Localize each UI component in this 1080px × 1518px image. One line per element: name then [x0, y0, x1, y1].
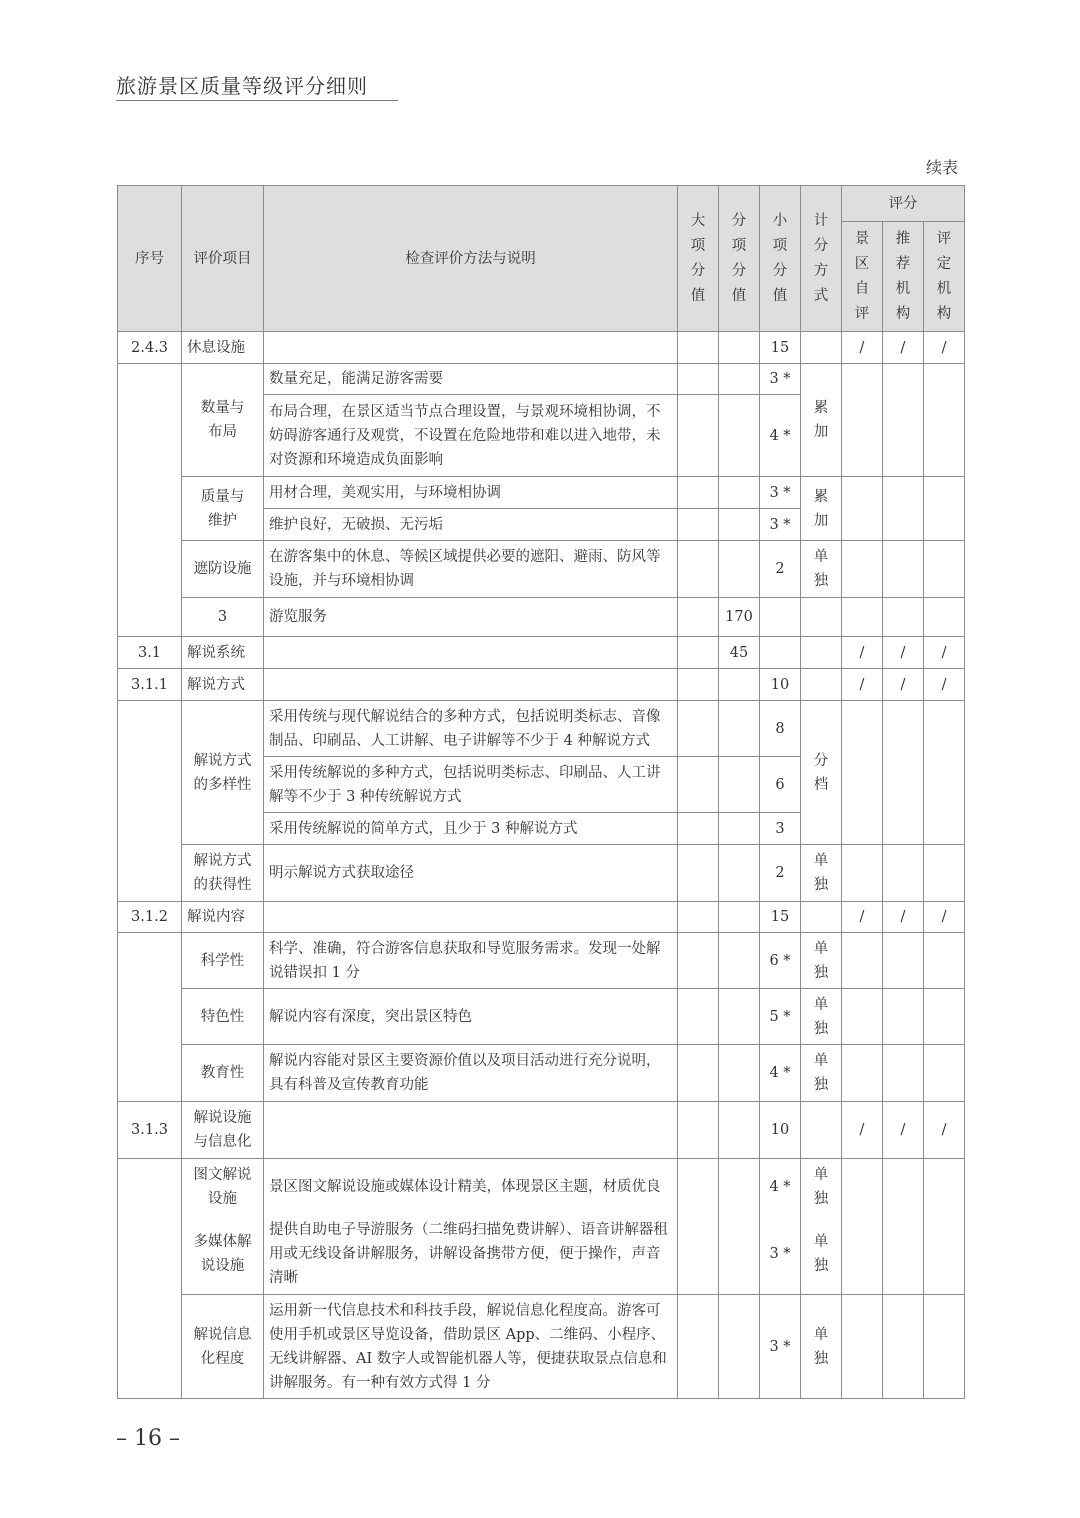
- row-seq: 2.4.3: [118, 332, 182, 364]
- header-calc-method: 计 分 方 式: [801, 186, 842, 332]
- slash-mark: /: [924, 902, 965, 933]
- table-row: [118, 332, 965, 364]
- row-item: 教育性: [182, 1045, 264, 1102]
- row-item: 遮防设施: [182, 541, 264, 598]
- slash-mark: /: [924, 1102, 965, 1159]
- row-small-score: 15: [760, 332, 801, 364]
- row-calc-method: 单 独: [801, 1295, 842, 1399]
- row-method: 运用新一代信息技术和科技手段，解说信息化程度高。游客可使用手机或景区导览设备，借助景区 App、二维码、小程序、无线讲解器、AI 数字人或智能机器人等，便捷获取景点信息和讲解服务。有一种有效方式得 1 分: [264, 1295, 678, 1399]
- table-row: [118, 1159, 965, 1215]
- title-underline: [116, 100, 398, 101]
- slash-mark: /: [842, 332, 883, 364]
- row-item: 游览服务: [264, 598, 678, 637]
- row-small-score: 3: [760, 813, 801, 845]
- header-method: 检查评价方法与说明: [264, 186, 678, 332]
- slash-mark: /: [883, 1102, 924, 1159]
- header-assess-agency: 评 定 机 构: [924, 222, 965, 332]
- row-seq: 3.1.3: [118, 1102, 182, 1159]
- table-row: [118, 933, 965, 989]
- slash-mark: /: [924, 332, 965, 364]
- row-method: 数量充足，能满足游客需要: [264, 364, 678, 395]
- row-small-score: 3 *: [760, 364, 801, 395]
- row-method: 在游客集中的休息、等候区域提供必要的遮阳、避雨、防风等设施，并与环境相协调: [264, 541, 678, 598]
- row-small-score: 5 *: [760, 989, 801, 1045]
- slash-mark: /: [883, 669, 924, 701]
- header-rating: 评分: [842, 186, 965, 222]
- row-item: 图文解说 设施: [182, 1159, 264, 1215]
- row-item: 特色性: [182, 989, 264, 1045]
- row-item: 质量与 维护: [182, 477, 264, 541]
- row-item: 多媒体解 说设施: [182, 1215, 264, 1295]
- table-row: [118, 1102, 965, 1159]
- row-method: 布局合理，在景区适当节点合理设置，与景观环境相协调，不妨碍游客通行及观赏，不设置在危险地带和难以进入地带，未对资源和环境造成负面影响: [264, 395, 678, 477]
- row-seq: 3.1.2: [118, 902, 182, 933]
- header-self-rating: 景 区 自 评: [842, 222, 883, 332]
- row-method: 采用传统解说的简单方式，且少于 3 种解说方式: [264, 813, 678, 845]
- table-row: [118, 1295, 965, 1399]
- row-calc-method: 单 独: [801, 1045, 842, 1102]
- row-item: 解说内容: [182, 902, 264, 933]
- row-small-score: 3 *: [760, 509, 801, 541]
- table-row: [118, 1215, 965, 1295]
- row-small-score: 3 *: [760, 1215, 801, 1295]
- row-method: 景区图文解说设施或媒体设计精美，体现景区主题，材质优良: [264, 1159, 678, 1215]
- row-calc-method: 单 独: [801, 541, 842, 598]
- slash-mark: /: [842, 1102, 883, 1159]
- row-calc-method: 分 档: [801, 701, 842, 845]
- slash-mark: /: [842, 637, 883, 669]
- row-item: 解说方式 的获得性: [182, 845, 264, 902]
- document-title: 旅游景区质量等级评分细则: [116, 74, 368, 98]
- row-method: 采用传统与现代解说结合的多种方式，包括说明类标志、音像制品、印刷品、人工讲解、电子讲解等不少于 4 种解说方式: [264, 701, 678, 757]
- table-row: [118, 845, 965, 902]
- table-row: [118, 701, 965, 757]
- row-calc-method: 累 加: [801, 477, 842, 541]
- row-calc-method: 累 加: [801, 364, 842, 477]
- header-seq: 序号: [118, 186, 182, 332]
- slash-mark: /: [883, 637, 924, 669]
- row-small-score: 15: [760, 902, 801, 933]
- header-big-score: 大 项 分 值: [678, 186, 719, 332]
- row-calc-method: 单 独: [801, 933, 842, 989]
- row-method: 采用传统解说的多种方式，包括说明类标志、印刷品、人工讲解等不少于 3 种传统解说方式: [264, 757, 678, 813]
- row-method: 明示解说方式获取途径: [264, 845, 678, 902]
- row-item: 数量与 布局: [182, 364, 264, 477]
- row-small-score: 4 *: [760, 1159, 801, 1215]
- row-big-score: 170: [719, 598, 760, 637]
- slash-mark: /: [842, 669, 883, 701]
- row-method: 解说内容有深度，突出景区特色: [264, 989, 678, 1045]
- row-method: 提供自助电子导游服务（二维码扫描免费讲解）、语音讲解器租用或无线设备讲解服务，讲解设备携带方便，便于操作，声音清晰: [264, 1215, 678, 1295]
- header-sub-score: 分 项 分 值: [719, 186, 760, 332]
- table-row: [118, 364, 965, 395]
- row-item: 解说设施 与信息化: [182, 1102, 264, 1159]
- row-small-score: 4 *: [760, 1045, 801, 1102]
- table-row: [118, 1045, 965, 1102]
- scoring-table: [117, 185, 965, 1399]
- table-row: [118, 669, 965, 701]
- slash-mark: /: [842, 902, 883, 933]
- row-small-score: 6 *: [760, 933, 801, 989]
- row-small-score: 8: [760, 701, 801, 757]
- row-small-score: 4 *: [760, 395, 801, 477]
- table-row: [118, 902, 965, 933]
- row-seq: 3: [182, 598, 264, 637]
- row-method: 维护良好，无破损、无污垢: [264, 509, 678, 541]
- row-small-score: 10: [760, 1102, 801, 1159]
- row-method: 解说内容能对景区主要资源价值以及项目活动进行充分说明，具有科普及宣传教育功能: [264, 1045, 678, 1102]
- row-small-score: 10: [760, 669, 801, 701]
- row-calc-method: 单 独: [801, 1215, 842, 1295]
- page-number: – 16 –: [116, 1426, 180, 1451]
- row-method: 用材合理，美观实用，与环境相协调: [264, 477, 678, 509]
- row-item: 休息设施: [182, 332, 264, 364]
- slash-mark: /: [883, 902, 924, 933]
- header-small-score: 小 项 分 值: [760, 186, 801, 332]
- row-calc-method: 单 独: [801, 1159, 842, 1215]
- table-row: [118, 637, 965, 669]
- row-small-score: 3 *: [760, 477, 801, 509]
- row-small-score: 2: [760, 541, 801, 598]
- slash-mark: /: [924, 637, 965, 669]
- row-small-score: 2: [760, 845, 801, 902]
- header-item: 评价项目: [182, 186, 264, 332]
- continued-label: 续表: [925, 158, 958, 177]
- table-row: [118, 541, 965, 598]
- table-row: [118, 598, 965, 637]
- row-calc-method: 单 独: [801, 989, 842, 1045]
- row-small-score: 3 *: [760, 1295, 801, 1399]
- header-recommend-agency: 推 荐 机 构: [883, 222, 924, 332]
- table-header: [118, 186, 965, 332]
- row-calc-method: 单 独: [801, 845, 842, 902]
- table-row: [118, 989, 965, 1045]
- slash-mark: /: [883, 332, 924, 364]
- row-item: 解说系统: [182, 637, 264, 669]
- row-seq: 3.1.1: [118, 669, 182, 701]
- slash-mark: /: [924, 669, 965, 701]
- table-row: [118, 477, 965, 509]
- row-item: 解说方式 的多样性: [182, 701, 264, 845]
- row-item: 解说方式: [182, 669, 264, 701]
- row-small-score: 6: [760, 757, 801, 813]
- row-seq: 3.1: [118, 637, 182, 669]
- row-method: 科学、准确，符合游客信息获取和导览服务需求。发现一处解说错误扣 1 分: [264, 933, 678, 989]
- row-item: 解说信息 化程度: [182, 1295, 264, 1399]
- row-item: 科学性: [182, 933, 264, 989]
- row-sub-score: 45: [719, 637, 760, 669]
